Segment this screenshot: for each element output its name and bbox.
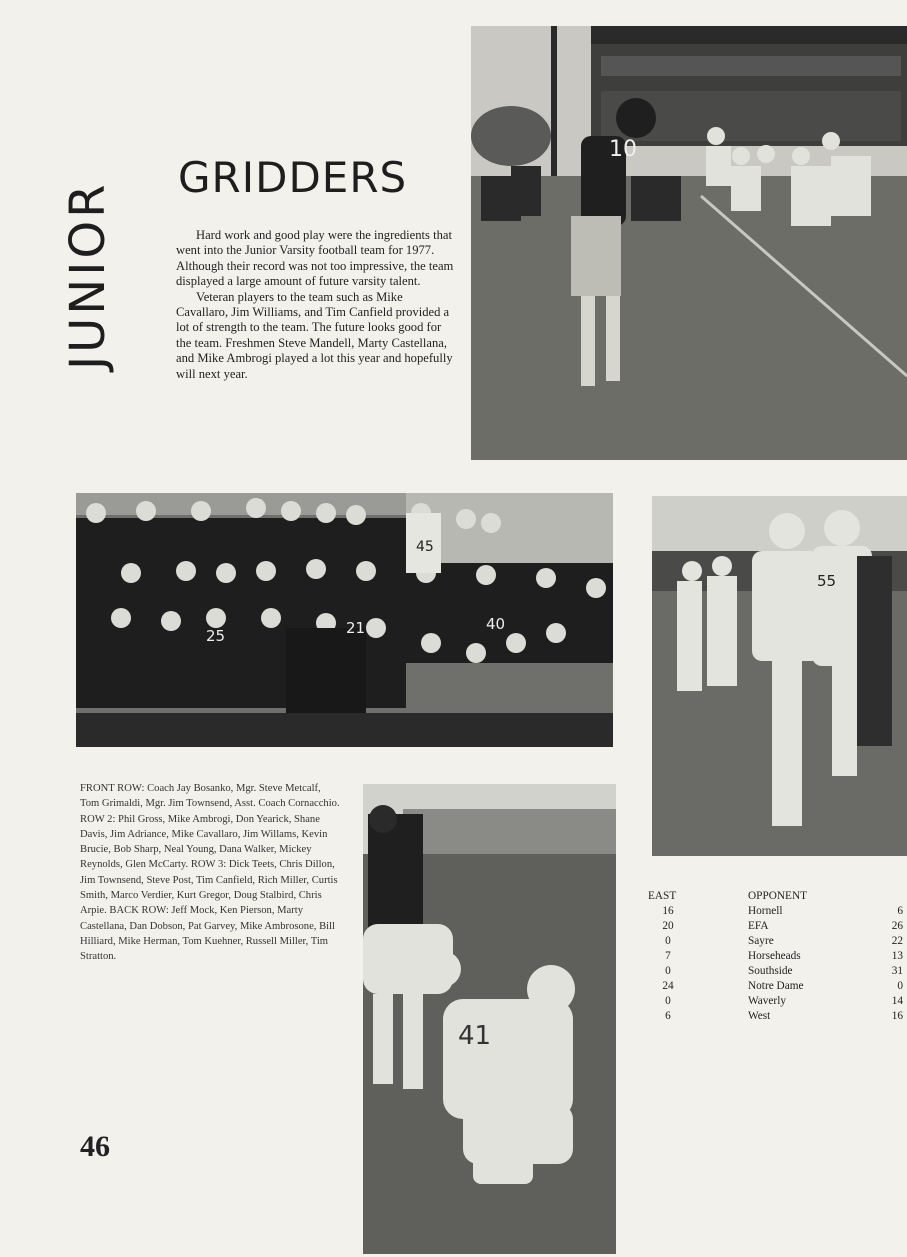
jersey-number-55: 55 xyxy=(817,572,837,590)
jersey-number-45: 45 xyxy=(416,539,434,555)
opponent-name: West xyxy=(748,1010,771,1022)
opponent-score: 0 xyxy=(897,980,903,992)
table-row xyxy=(640,905,907,920)
opponent-score: 31 xyxy=(891,965,903,977)
table-row xyxy=(640,980,907,995)
opponent-score: 16 xyxy=(891,1010,903,1022)
jersey-number-40: 40 xyxy=(486,615,506,633)
story-text xyxy=(176,228,456,382)
opponent-score: 6 xyxy=(897,905,903,917)
photo-kneeling-player xyxy=(363,784,616,1254)
table-row xyxy=(640,1010,907,1025)
table-row xyxy=(640,935,907,950)
page-title: GRIDDERS xyxy=(178,153,408,202)
table-row xyxy=(640,920,907,935)
east-score: 0 xyxy=(665,935,671,947)
page-number: 46 xyxy=(80,1130,110,1163)
photo-team-group xyxy=(76,493,613,747)
east-score: 0 xyxy=(665,965,671,977)
opponent-name: EFA xyxy=(748,920,769,932)
table-row xyxy=(640,965,907,980)
opponent-score: 22 xyxy=(891,935,903,947)
opponent-name: Notre Dame xyxy=(748,980,804,992)
photo-sideline-players xyxy=(652,496,907,856)
story-paragraph-1: Hard work and good play were the ingredients that went into the Junior Varsity football team for 1977. Although their record was not too impressive, the team displayed a large amount of future varsity talent. xyxy=(176,228,454,289)
east-score: 24 xyxy=(662,980,674,992)
east-score: 16 xyxy=(662,905,674,917)
photo-caption: FRONT ROW: Coach Jay Bosanko, Mgr. Steve Metcalf, Tom Grimaldi, Mgr. Jim Townsend, Asst. Coach Cornacchio. ROW 2: Phil Gross, Mike Ambrogi, Don Yearick, Shane Davis, Jim Adriance, Mike Cavallaro, Jim Willams, Kevin Brucie, Bob Sharp, Neal Young, Dana Walker, Mickey Reynolds, Glen McCarty. ROW 3: Dick Teets, Chris Dillon, Jim Townsend, Steve Post, Tim Canfield, Rich Miller, Curtis Smith, Marco Verdier, Kurt Gregor, Doug Stalbird, Chris Arpie. BACK ROW: Jeff Mock, Ken Pierson, Marty Castellana, Dan Dobson, Pat Garvey, Mike Ambrosone, Bill Hilliard, Mike Herman, Tom Kuehner, Russell Miller, Tim Stratton. xyxy=(80,783,340,963)
jersey-number-41: 41 xyxy=(458,1021,492,1051)
jersey-number-25: 25 xyxy=(206,627,226,645)
table-row xyxy=(640,995,907,1010)
story-paragraph-2: Veteran players to the team such as Mike Cavallaro, Jim Williams, and Tim Canfield provided a lot of strength to the team. The future looks good for the team. Freshmen Steve Mandell, Marty Castellana, and Mike Ambrogi played a lot this year and hopefully will next year. xyxy=(176,289,453,381)
table-row xyxy=(640,950,907,965)
jersey-number-10: 10 xyxy=(609,137,637,162)
opponent-name: Southside xyxy=(748,965,793,977)
header-east: EAST xyxy=(648,890,677,902)
photo-game-action xyxy=(471,26,907,460)
header-opponent: OPPONENT xyxy=(748,890,807,902)
opponent-score: 26 xyxy=(891,920,903,932)
east-score: 7 xyxy=(665,950,671,962)
opponent-name: Horseheads xyxy=(748,950,801,962)
side-title: JUNIOR xyxy=(60,181,116,370)
opponent-score: 14 xyxy=(891,995,903,1007)
east-score: 6 xyxy=(665,1010,671,1022)
jersey-number-21: 21 xyxy=(346,619,366,637)
east-score: 0 xyxy=(665,995,671,1007)
opponent-name: Waverly xyxy=(748,995,786,1007)
east-score: 20 xyxy=(662,920,674,932)
opponent-score: 13 xyxy=(891,950,903,962)
opponent-name: Hornell xyxy=(748,905,783,917)
opponent-name: Sayre xyxy=(748,935,774,947)
